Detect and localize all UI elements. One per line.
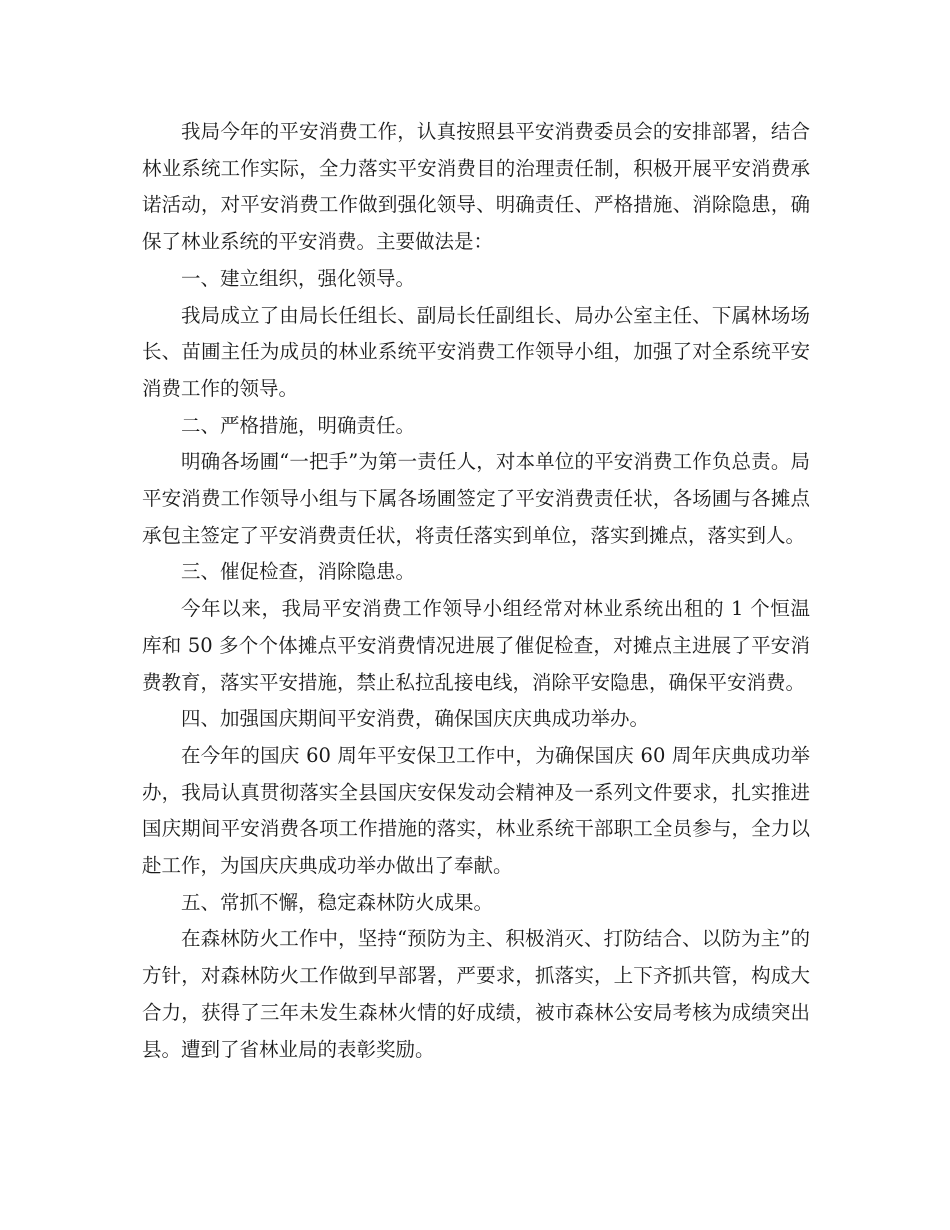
- document-body: [142, 114, 810, 1068]
- intro-paragraph: 我局今年的平安消费工作，认真按照县平安消费委员会的安排部署，结合林业系统工作实际，全力落实平安消费目的治理责任制，积极开展平安消费承诺活动，对平安消费工作做到强化领导、明确责任、严格措施、消除隐患，确保了林业系统的平安消费。主要做法是：: [142, 120, 810, 254]
- section-paragraph-2: 明确各场圃“一把手”为第一责任人，对本单位的平安消费工作负总责。局平安消费工作领导小组与下属各场圃签定了平安消费责任状，各场圃与各摊点承包主签定了平安消费责任状，将责任落实到单位，落实到摊点，落实到人。: [142, 450, 810, 547]
- section-heading-2: 二、严格措施，明确责任。: [181, 413, 416, 437]
- section-heading-3: 三、催促检查，消除隐患。: [181, 560, 416, 584]
- section-paragraph-4: 在今年的国庆 60 周年平安保卫工作中，为确保国庆 60 周年庆典成功举办，我局认真贯彻落实全县国庆安保发动会精神及一系列文件要求，扎实推进国庆期间平安消费各项工作措施的落实，林业系统干部职工全员参与，全力以赴工作，为国庆庆典成功举办做出了奉献。: [142, 743, 810, 878]
- section-paragraph-5: 在森林防火工作中，坚持“预防为主、积极消灭、打防结合、以防为主”的方针，对森林防火工作做到早部署，严要求，抓落实，上下齐抓共管，构成大合力，获得了三年未发生森林火情的好成绩，被市森林公安局考核为成绩突出县。遭到了省林业局的表彰奖励。: [142, 927, 810, 1061]
- section-heading-1: 一、建立组织，强化领导。: [181, 266, 416, 290]
- section-heading-5: 五、常抓不懈，稳定森林防火成果。: [181, 890, 494, 914]
- section-paragraph-3: 今年以来，我局平安消费工作领导小组经常对林业系统出租的 1 个恒温库和 50 多个个体摊点平安消费情况进展了催促检查，对摊点主进展了平安消费教育，落实平安措施，禁止私拉乱接电线，消除平安隐患，确保平安消费。: [142, 597, 810, 694]
- section-heading-4: 四、加强国庆期间平安消费，确保国庆庆典成功举办。: [181, 707, 650, 731]
- section-paragraph-1: 我局成立了由局长任组长、副局长任副组长、局办公室主任、下属林场场长、苗圃主任为成员的林业系统平安消费工作领导小组，加强了对全系统平安消费工作的领导。: [142, 303, 810, 400]
